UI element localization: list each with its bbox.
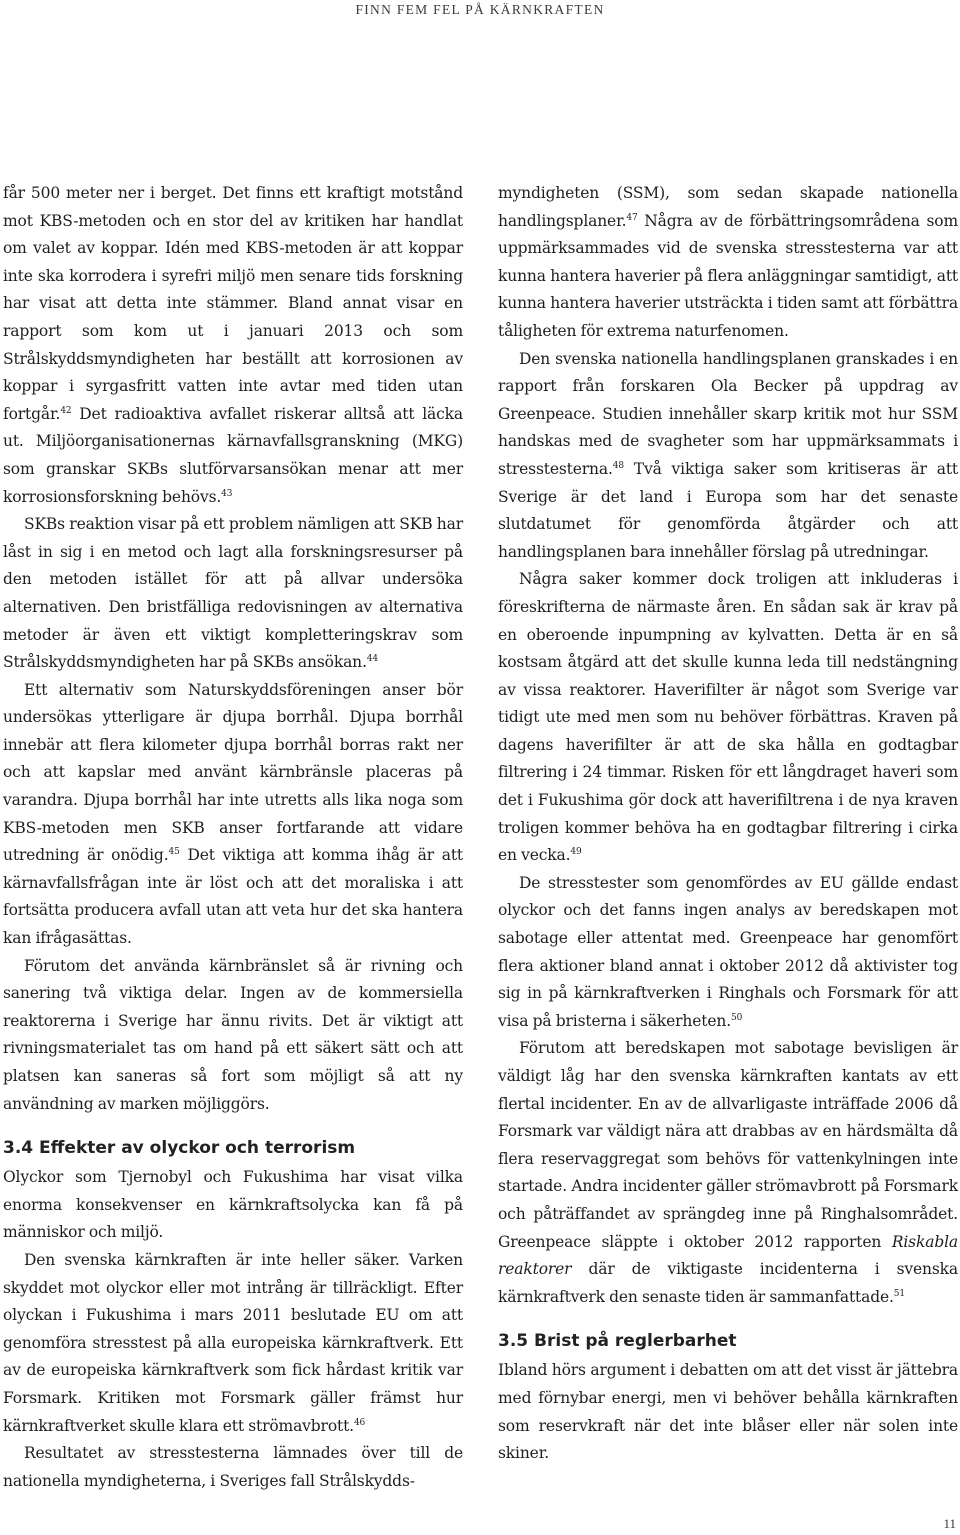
section-heading: 3.5 Brist på reglerbarhet [498, 1331, 737, 1352]
footnote-ref: 49 [570, 847, 582, 858]
paragraph: Några saker kommer dock troligen att inkluderas i föreskrifterna de närmaste åren. En sådan sak är krav på en oberoende inpumpning av kylvatten. Detta är en så kostsam åtgärd att det skulle kunna leda till nedstängning av vissa reaktorer. Haverifilter är något som Sverige var tidigt ute med men som nu behöver förbättras. Kraven på dagens haverifilter är att de ska hålla en godtagbar filtrering i 24 timmar. Risken för ett långdraget haveri som det i Fukushima gör dock att haverifiltrena i de nya kraven troligen kommer behöva ha en godtagbar filtrering i cirka en vecka.$^{49}$ [498, 570, 958, 865]
footnote-ref: 50 [731, 1012, 743, 1023]
paragraph: Resultatet av stresstesterna lämnades över till de nationella myndigheterna, i Sveriges fall Strålskydds- [3, 1444, 463, 1490]
footnote-ref: 48 [612, 460, 624, 471]
paragraph: får 500 meter ner i berget. Det finns ett kraftigt motstånd mot KBS-metoden och en stor del av kritiken har handlat om valet av koppar. Idén med KBS-metoden är att koppar inte ska korrodera i syrefri miljö men senare tids forskning har visat att detta inte stämmer. Bland annat visar en rapport som kom ut i januari 2013 och som Strålskyddsmyndigheten har beställt att korrosionen av koppar i syrgasfritt vatten inte avtar med tiden utan fortgår.$^{42}$ Det radioaktiva avfallet riskerar alltså att läcka ut. Miljöorganisationernas kärnavfallsgranskning (MKG) som granskar SKBs slutförvarsansökan menar att mer korrosionsforskning behövs.$^{43}$ [3, 184, 463, 506]
paragraph: Ibland hörs argument i debatten om att det visst är jättebra med förnybar energi, men vi behöver behålla kärnkraften som reservkraft när det inte blåser eller när solen inte skiner. [498, 1361, 958, 1463]
running-head: FINN FEM FEL PÅ KÄRNKRAFTEN [355, 2, 605, 17]
paragraph: Ett alternativ som Naturskyddsföreningen anser bör undersökas ytterligare är djupa borrhål. Djupa borrhål innebär att flera kilometer djupa borrhål borras rakt ner och att kapslar med använt kärnbränsle placeras på varandra. Djupa borrhål har inte utretts alls lika noga som KBS-metoden men SKB anser fortfarande att vidare utredning är onödig.$^{45}$ Det viktiga att komma ihåg är att kärnavfallsfrågan inte är löst och att det moraliska i att fortsätta producera avfall utan att veta hur det ska hantera kan ifrågasättas. [3, 680, 463, 948]
footnote-ref: 47 [626, 212, 638, 223]
left-column [3, 180, 463, 1495]
section-heading: 3.4 Effekter av olyckor och terrorism [3, 1138, 356, 1159]
footnote-ref: 44 [366, 654, 378, 665]
paragraph: myndigheten (SSM), som sedan skapade nationella handlingsplaner.$^{47}$ Några av de förbättringsområdena som uppmärksammades vid de svenska stresstesterna var att kunna hantera haverier på flera anläggningar samtidigt, att kunna hantera haverier utsträckta i tiden samt att förbättra tåligheten för extrema naturfenomen. [498, 184, 958, 340]
right-column [498, 180, 958, 1468]
page-number: 11 [943, 1516, 956, 1531]
paragraph: De stresstester som genomfördes av EU gällde endast olyckor och det fanns ingen analys av beredskapen mot sabotage eller attentat med. Greenpeace har genomfört flera aktioner bland annat i oktober 2012 då aktivister tog sig in på kärnkraftverken i Ringhals och Forsmark för att visa på bristerna i säkerheten.$^{50}$ [498, 873, 958, 1030]
paragraph: Förutom att beredskapen mot sabotage bevisligen är väldigt låg har den svenska kärnkraften kantats av ett flertal incidenter. En av de allvarligaste inträffade 2006 då Forsmark var väldigt nära att drabbas av en härdsmälta då flera reservaggregat som behövs för vattenkylningen inte startade. Andra incidenter gäller strömavbrott på Forsmark och påträffandet av sprängdeg inne på Ringhalsområdet. Greenpeace släppte i oktober 2012 rapporten Riskabla reaktorer där de viktigaste incidenterna i svenska kärnkraftverk den senaste tiden är sammanfattade.$^{51}$ [498, 1039, 958, 1306]
paragraph: SKBs reaktion visar på ett problem nämligen att SKB har låst in sig i en metod och lagt alla forskningsresurser på den metoden istället för att på allvar undersöka alternativen. Den bristfälliga redovisningen av alternativa metoder är även ett viktigt kompletteringskrav som Strålskyddsmyndigheten har på SKBs ansökan.$^{44}$ [3, 515, 463, 672]
footnote-ref: 46 [353, 1417, 366, 1428]
paragraph: Olyckor som Tjernobyl och Fukushima har visat vilka enorma konsekvenser en kärnkraftsolycka kan få på människor och miljö. [3, 1168, 463, 1242]
footnote-ref: 45 [168, 847, 180, 858]
paragraph: Den svenska nationella handlingsplanen granskades i en rapport från forskaren Ola Becker på uppdrag av Greenpeace. Studien innehåller skarp kritik mot hur SSM handskas med de svagheter som har uppmärksammats i stresstesterna.$^{48}$ Två viktiga saker som kritiseras är att Sverige är det land i Europa som har det senaste slutdatumet för genomförda åtgärder och att handlingsplanen bara innehåller förslag på utredningar. [498, 349, 958, 561]
paragraph: Förutom det använda kärnbränslet så är rivning och sanering två viktiga delar. Ingen av de kommersiella reaktorerna i Sverige har ännu rivits. Det är viktigt att rivningsmaterialet tas om hand på ett säkert sätt och att platsen kan saneras så fort som möjligt så att ny användning av marken möjliggörs. [3, 956, 463, 1113]
footnote-ref: 42 [60, 405, 72, 416]
footnote-ref: 51 [893, 1288, 905, 1299]
footnote-ref: 43 [221, 488, 233, 499]
report-title: Riskabla reaktorer [498, 1232, 958, 1279]
paragraph: Den svenska kärnkraften är inte heller säker. Varken skyddet mot olyckor eller mot intrång är tillräckligt. Efter olyckan i Fukushima i mars 2011 beslutade EU om att genomföra stresstest på alla europeiska kärnkraftverk. Ett av de europeiska kärnkraftverk som fick hårdast kritik var Forsmark. Kritiken mot Forsmark gäller främst hur kärnkraftverket skulle klara ett strömavbrott.$^{46}$ [3, 1250, 463, 1435]
